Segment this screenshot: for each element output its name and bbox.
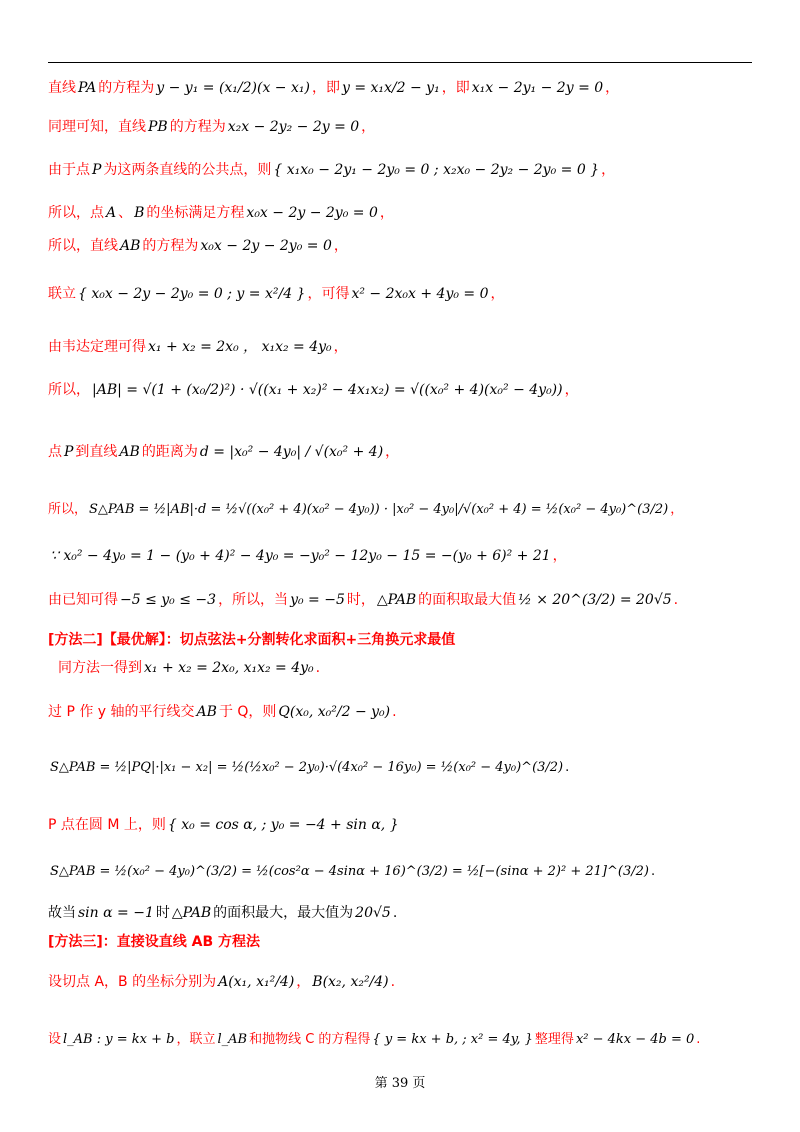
- math: x₂x − 2y₂ − 2y = 0: [227, 119, 360, 135]
- math: { x₀ = cos α, ; y₀ = −4 + sin α, }: [167, 817, 399, 833]
- math: x₁x − 2y₁ − 2y = 0: [471, 80, 604, 96]
- text: 时，: [346, 592, 375, 608]
- math: x₀x − 2y − 2y₀ = 0: [200, 238, 332, 254]
- text: P 点在圆 M 上，则: [48, 817, 166, 833]
- text: 同理可知，直线: [48, 119, 146, 135]
- math: A: [106, 205, 117, 221]
- math: △PAB: [171, 905, 212, 921]
- text: ，: [564, 382, 579, 398]
- text: 由已知可得: [48, 592, 118, 608]
- line-ab-length: [48, 380, 579, 400]
- math: l_AB : y = kx + b: [63, 1032, 175, 1047]
- text: .: [392, 905, 398, 921]
- method2-heading: [方法二]【最优解】：切点弦法+分割转化求面积+三角换元求最值: [48, 632, 456, 648]
- math: |AB| = √(1 + (x₀/2)²) · √((x₁ + x₂)² − 4x₁x₂) = √((x₀² + 4)(x₀² − 4y₀)): [92, 382, 563, 398]
- math: d = |x₀² − 4y₀| / √(x₀² + 4): [199, 444, 384, 460]
- math: 20√5: [355, 905, 391, 921]
- line-distance: [48, 442, 399, 462]
- text: 所以，点: [48, 205, 104, 221]
- math: S△PAB = ½|AB|·d = ½√((x₀² + 4)(x₀² − 4y₀)) · |x₀² − 4y₀|/√(x₀² + 4) = ½(x₀² − 4y₀)^(3/2): [89, 502, 669, 517]
- math: { x₀x − 2y − 2y₀ = 0 ; y = x²/4 }: [78, 286, 306, 302]
- method2-line6: [48, 903, 397, 923]
- math: x₁ + x₂ = 2x₀ ， x₁x₂ = 4y₀: [148, 339, 332, 355]
- text: 的方程为: [142, 238, 199, 254]
- text: .: [315, 660, 321, 676]
- math: sin α = −1: [78, 905, 154, 921]
- text: ，: [490, 286, 505, 302]
- method2-line1: [58, 658, 320, 678]
- text: 时: [155, 905, 170, 921]
- text: 和抛物线 C 的方程得: [249, 1032, 371, 1047]
- text: 设切点 A，B 的坐标分别为: [48, 974, 217, 990]
- math: S△PAB = ½|PQ|·|x₁ − x₂| = ½(½x₀² − 2y₀)·√(4x₀² − 16y₀) = ½(x₀² − 4y₀)^(3/2): [50, 760, 564, 775]
- math: ½ × 20^(3/2) = 20√5: [518, 592, 672, 608]
- text: 所以，: [48, 382, 90, 398]
- text: ，: [296, 974, 311, 990]
- method2-line3: [48, 758, 569, 778]
- text: ，: [552, 548, 567, 564]
- line-simultaneous: [48, 284, 505, 304]
- line-pa-equation: [48, 78, 619, 98]
- text: .: [673, 592, 679, 608]
- method3-line1: [48, 972, 395, 992]
- math: l_AB: [217, 1032, 248, 1047]
- line-ab-equation: [48, 236, 348, 256]
- math: x₁ + x₂ = 2x₀, x₁x₂ = 4y₀: [144, 660, 314, 676]
- math: P: [92, 162, 102, 178]
- text: 所以，: [48, 502, 88, 517]
- text: 、: [118, 205, 133, 221]
- math: y₀ = −5: [290, 592, 345, 608]
- math: PB: [148, 119, 168, 135]
- math: B: [134, 205, 145, 221]
- header-rule: [48, 62, 752, 63]
- text: 整理得: [534, 1032, 574, 1047]
- text: .: [650, 864, 656, 879]
- text: ，: [601, 162, 616, 178]
- math: −5 ≤ y₀ ≤ −3: [120, 592, 217, 608]
- math: y = x₁x/2 − y₁: [341, 80, 440, 96]
- math: x₀x − 2y − 2y₀ = 0: [246, 205, 378, 221]
- text: 的坐标满足方程: [146, 205, 245, 221]
- math: y − y₁ = (x₁/2)(x − x₁): [156, 80, 310, 96]
- text: .: [392, 704, 397, 720]
- text: ，: [333, 238, 348, 254]
- text: ，即: [441, 80, 470, 96]
- page-number: 第 39 页: [374, 1076, 426, 1091]
- math: S△PAB = ½(x₀² − 4y₀)^(3/2) = ½(cos²α − 4sinα + 16)^(3/2) = ½[−(sinα + 2)² + 21]^(3/2): [50, 864, 649, 879]
- math: P: [64, 444, 74, 460]
- line-because: [48, 546, 567, 566]
- math: AB: [120, 238, 141, 254]
- text: ，即: [311, 80, 340, 96]
- text: 所以，直线: [48, 238, 118, 254]
- line-max-area: [48, 590, 678, 610]
- text: ，所以，当: [218, 592, 289, 608]
- math: A(x₁, x₁²/4): [218, 974, 295, 990]
- text: 过 P 作 y 轴的平行线交: [48, 704, 195, 720]
- math: x² − 4kx − 4b = 0: [575, 1032, 695, 1047]
- text: ，: [333, 339, 348, 355]
- text: 联立: [48, 286, 76, 302]
- text: 设: [48, 1032, 62, 1047]
- math: Q(x₀, x₀²/2 − y₀): [278, 704, 391, 720]
- text: 的面积最大，最大值为: [213, 905, 354, 921]
- text: 的方程为: [169, 119, 226, 135]
- method2-line4: [48, 815, 401, 835]
- line-pb-equation: [48, 117, 375, 137]
- math: x² − 2x₀x + 4y₀ = 0: [351, 286, 489, 302]
- text: .: [390, 974, 396, 990]
- text: ，: [605, 80, 620, 96]
- math: { y = kx + b, ; x² = 4y, }: [372, 1032, 533, 1047]
- method3-line2: [48, 1030, 700, 1050]
- text: .: [696, 1032, 701, 1047]
- text: 由于点: [48, 162, 90, 178]
- math: △PAB: [376, 592, 417, 608]
- text: 为这两条直线的公共点，则: [103, 162, 272, 178]
- text: 的方程为: [98, 80, 155, 96]
- text: 于 Q，则: [218, 704, 277, 720]
- text: ，: [385, 444, 400, 460]
- math: AB: [196, 704, 217, 720]
- text: ，: [361, 119, 376, 135]
- text: 到直线: [75, 444, 118, 460]
- text: 直线: [48, 80, 76, 96]
- text: ，: [379, 205, 394, 221]
- text: 同方法一得到: [58, 660, 142, 676]
- math: ∵ x₀² − 4y₀ = 1 − (y₀ + 4)² − 4y₀ = −y₀² − 12y₀ − 15 = −(y₀ + 6)² + 21: [50, 548, 551, 564]
- method3-heading: [方法三]：直接设直线 AB 方程法: [48, 934, 261, 950]
- text: 的距离为: [141, 444, 198, 460]
- text: ，可得: [307, 286, 350, 302]
- method2-line2: [48, 702, 397, 722]
- math: B(x₂, x₂²/4): [312, 974, 389, 990]
- text: .: [565, 760, 570, 775]
- method2-line5: [48, 862, 655, 882]
- math: PA: [78, 80, 97, 96]
- line-area: [48, 500, 683, 520]
- math: { x₁x₀ − 2y₁ − 2y₀ = 0 ; x₂x₀ − 2y₂ − 2y₀ = 0 }: [273, 162, 600, 178]
- line-vieta: [48, 337, 348, 357]
- line-ab-satisfy: [48, 203, 394, 223]
- text: 由韦达定理可得: [48, 339, 146, 355]
- math: AB: [119, 444, 140, 460]
- text: 点: [48, 444, 62, 460]
- text: 故当: [48, 905, 76, 921]
- text: ，联立: [176, 1032, 216, 1047]
- text: ，: [670, 502, 684, 517]
- text: 的面积取最大值: [418, 592, 517, 608]
- line-common-point: [48, 160, 615, 180]
